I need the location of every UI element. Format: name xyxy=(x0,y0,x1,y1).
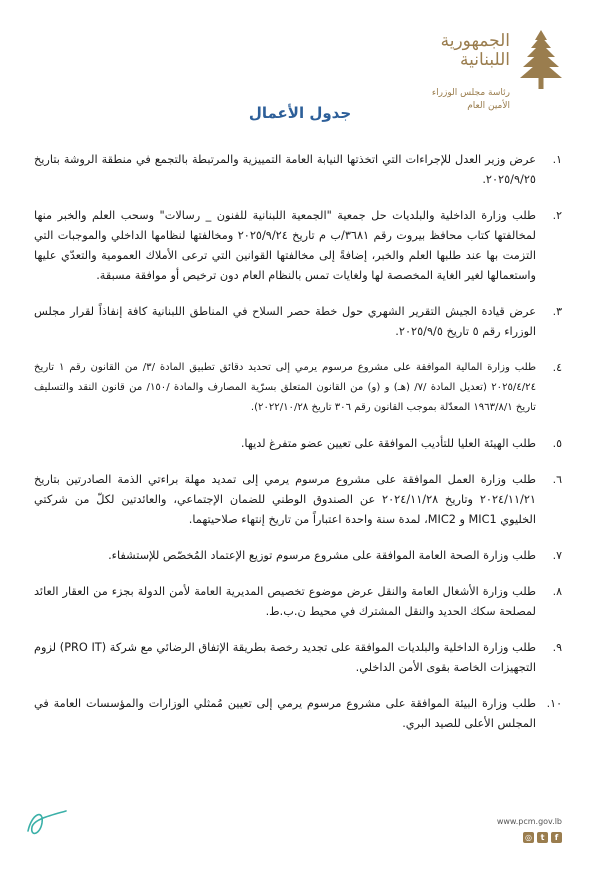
agenda-item-number: ٣. xyxy=(552,305,562,318)
agenda-item xyxy=(34,470,562,530)
agenda-item-number: ١٠. xyxy=(546,697,562,710)
page-title: جدول الأعمال xyxy=(248,104,352,122)
agenda-item-text: طلب وزارة المالية الموافقة على مشروع مرسوم يرمي إلى تحديد دقائق تطبيق المادة /٣/ من القانون رقم ١ تاريخ ٢٠٢٥/٤/٢٤ (تعديل المادة /٧/ (هـ) و (و) من القانون المتعلق بسرّية المصارف والمادة /١٥٠/ من قانون النقد والتسليف تاريخ ١٩٦٣/٨/١ المعدّلة بموجب القانون رقم ٣٠٦ تاريخ ٢٠٢٢/١٠/٢٨). xyxy=(34,362,536,413)
agenda-list xyxy=(34,150,562,750)
agenda-item-text: طلب الهيئة العليا للتأديب الموافقة على تعيين عضو متفرغ لديها. xyxy=(240,437,536,450)
agenda-item xyxy=(34,358,562,418)
agenda-item-text: عرض قيادة الجيش التقرير الشهري حول خطة حصر السلاح في المناطق اللبنانية كافة إنفاذاً لقرار مجلس الوزراء رقم ٥ تاريخ ٢٠٢٥/٩/٥. xyxy=(34,305,536,338)
agenda-item xyxy=(34,694,562,734)
agenda-item xyxy=(34,546,562,566)
agenda-item xyxy=(34,582,562,622)
secretary-general: الأمين العام xyxy=(467,101,510,111)
signature-icon xyxy=(22,801,72,841)
agenda-item xyxy=(34,150,562,190)
cedar-logo-icon xyxy=(520,28,562,90)
agenda-item-number: ٧. xyxy=(552,549,562,562)
agenda-item-number: ٥. xyxy=(552,437,562,450)
agenda-item-number: ٨. xyxy=(552,585,562,598)
agenda-item-text: طلب وزارة البيئة الموافقة على مشروع مرسوم يرمي إلى تعيين مُمثلي الوزارات والمؤسسات العامة في المجلس الأعلى للصيد البري. xyxy=(34,697,536,730)
agenda-item-text: طلب وزارة الداخلية والبلديات الموافقة على تجديد رخصة بطريقة الإتفاق الرضائي مع شركة (PRO IT) لزوم التجهيزات الخاصة بقوى الأمن الداخلي. xyxy=(34,641,536,674)
footer xyxy=(442,817,562,843)
instagram-icon[interactable]: ◎ xyxy=(523,832,534,843)
agenda-item-number: ٩. xyxy=(552,641,562,654)
agenda-item xyxy=(34,302,562,342)
twitter-icon[interactable]: t xyxy=(537,832,548,843)
republic-title: الجمهورية اللبنانية xyxy=(440,31,510,70)
agenda-item-text: طلب وزارة العمل الموافقة على مشروع مرسوم يرمي إلى تمديد مهلة براءتي الذمة الصادرتين بتاريخ ٢٠٢٤/١١/٢١ وتاريخ ٢٠٢٤/١١/٢٨ عن الصندوق الوطني للضمان الإجتماعي، والعائدتين لكلّ من شركتي الخليوي MIC1 و MIC2، لمدة سنة واحدة اعتباراً من تاريخ إنتهاء صلاحيتهما. xyxy=(34,473,536,526)
letterhead xyxy=(382,28,562,111)
social-icons xyxy=(442,832,562,843)
agenda-item-number: ٢. xyxy=(552,209,562,222)
agenda-item xyxy=(34,638,562,678)
agenda-item-number: ١. xyxy=(552,153,562,166)
agenda-item xyxy=(34,206,562,286)
agenda-item-number: ٤. xyxy=(552,361,562,374)
facebook-icon[interactable]: f xyxy=(551,832,562,843)
agenda-item-text: عرض وزير العدل للإجراءات التي اتخذتها النيابة العامة التمييزية والمرتبطة بالتجمع في منطقة الروشة بتاريخ ٢٠٢٥/٩/٢٥. xyxy=(34,153,536,186)
agenda-item xyxy=(34,434,562,454)
agenda-item-text: طلب وزارة الأشغال العامة والنقل عرض موضوع تخصيص المديرية العامة لأمن الدولة بجزء من العقار العائد لمصلحة سكك الحديد والنقل المشترك في محيط ن.ب.ط. xyxy=(34,585,536,618)
agenda-item-text: طلب وزارة الصحة العامة الموافقة على مشروع مرسوم توزيع الإعتماد المُخصّص للإستشفاء. xyxy=(108,549,536,562)
website-link[interactable]: www.pcm.gov.lb xyxy=(496,817,562,826)
agenda-item-number: ٦. xyxy=(552,473,562,486)
agenda-item-text: طلب وزارة الداخلية والبلديات حل جمعية "الجمعية اللبنانية للفنون _ رسالات" وسحب العلم والخبر منها لمخالفتها كتاب محافظ بيروت رقم ٣٦٨١/ب م تاريخ ٢٠٢٥/٩/٢٤ ومخالفتها لنظامها الداخلي والموجبات التي التزمت بها عند طلبها العلم والخبر، إضافةً إلى مخالفتها القوانين التي ترعى الأملاك العمومية والتعدّي عليها واستعمالها لغير الغاية المخصصة لها ولغايات تمس بالنظام العام دون ترخيص أو موافقة مسبقة. xyxy=(34,209,536,282)
office-name: رئاسة مجلس الوزراء xyxy=(431,88,510,98)
